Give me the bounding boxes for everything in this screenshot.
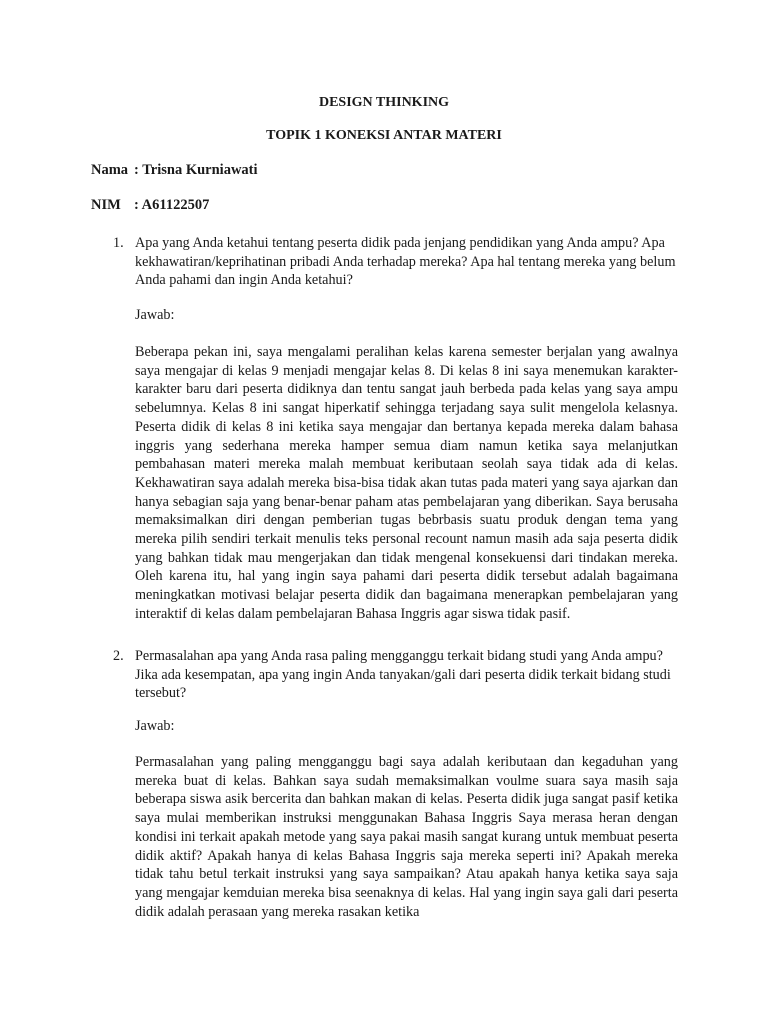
question-1-number: 1. — [113, 235, 124, 251]
question-1-answer-label: Jawab: — [135, 307, 175, 323]
document-title: DESIGN THINKING — [318, 95, 450, 110]
question-1-answer: Beberapa pekan ini, saya mengalami peralihan kelas karena semester berjalan yang awalnya saya mengajar di kelas 9 menjadi mengajar kelas 8. Di kelas 8 ini saya menemukan karakter-karakter baru dari peserta didiknya dan tentu sangat jauh berbeda pada kelas yang saya ampu sebelumnya. Kelas 8 ini sangat hiperkatif sehingga terjadang saya sulit mengelola kelasnya. Peserta didik di kelas 8 ini ketika saya mengajar dan bertanya kepada mereka dalam bahasa inggris yang sederhana mereka hamper semua diam namun ketika saya melanjutkan pembahasan materi mereka malah membuat keributaan seolah saya tidak ada di kelas. Kekhawatiran saya adalah mereka bisa-bisa tidak akan tutas pada materi yang saya ajarkan dan hanya sebagian saja yang benar-benar paham atas pembelajaran yang diberikan. Saya berusaha memaksimalkan diri dengan pemberian tugas bebrbasis suatu produk dengan tema yang mereka pilih sendiri terkait menulis teks personal recount namun masih ada saja peserta didik yang bahkan tidak mau mengerjakan dan tidak mengenal konsekuensi dari tindakan mereka. Oleh karena itu, hal yang ingin saya pahami dari peserta didik tersebut adalah bagaimana meningkatkan motivasi belajar peserta didik dan bagaimana menerapkan pembelajaran yang interaktif di kelas dalam pembelajaran Bahasa Inggris agar siswa tidak pasif. — [135, 344, 678, 622]
question-1-text: Apa yang Anda ketahui tentang peserta didik pada jenjang pendidikan yang Anda ampu? Apa kekhawatiran/keprihatinan pribadi Anda terhadap mereka? Apa hal tentang mereka yang belum Anda pahami dan ingin Anda ketahui? — [135, 235, 676, 289]
nim-row — [91, 196, 209, 214]
name-label: Nama — [91, 162, 129, 178]
nim-value: : A61122507 — [134, 197, 210, 213]
question-2-number: 2. — [113, 648, 124, 664]
question-2-answer-label: Jawab: — [135, 718, 175, 734]
document-subtitle: TOPIK 1 KONEKSI ANTAR MATERI — [266, 128, 502, 143]
nim-label: NIM — [91, 197, 121, 213]
question-2-answer: Permasalahan yang paling mengganggu bagi saya adalah keributaan dan kegaduhan yang mereka buat di kelas. Bahkan saya sudah memaksimalkan voulme suara saya masih saja beberapa siswa asik bercerita dan bahkan makan di kelas. Peserta didik juga sangat pasif ketika saya mulai memberikan instruksi menggunakan Bahasa Inggris Saya merasa heran dengan kondisi ini terkait apakah metode yang saya pakai masih sangat kurang untuk membuat peserta didik aktif? Apakah hanya di kelas Bahasa Inggris saja mereka seperti ini? Apakah mereka tidak tahu betul terkait instruksi yang saya sampaikan? Atau apakah hanya ketika saya saja yang mengajar kemduian mereka bisa seenaknya di kelas. Hal yang ingin saya gali dari peserta didik adalah perasaan yang mereka rasakan ketika — [135, 754, 678, 920]
question-2-text: Permasalahan apa yang Anda rasa paling mengganggu terkait bidang studi yang Anda ampu? Jika ada kesempatan, apa yang ingin Anda tanyakan/gali dari peserta didik terkait bidang studi tersebut? — [135, 648, 671, 702]
name-row — [91, 161, 258, 179]
name-value: : Trisna Kurniawati — [134, 162, 258, 178]
